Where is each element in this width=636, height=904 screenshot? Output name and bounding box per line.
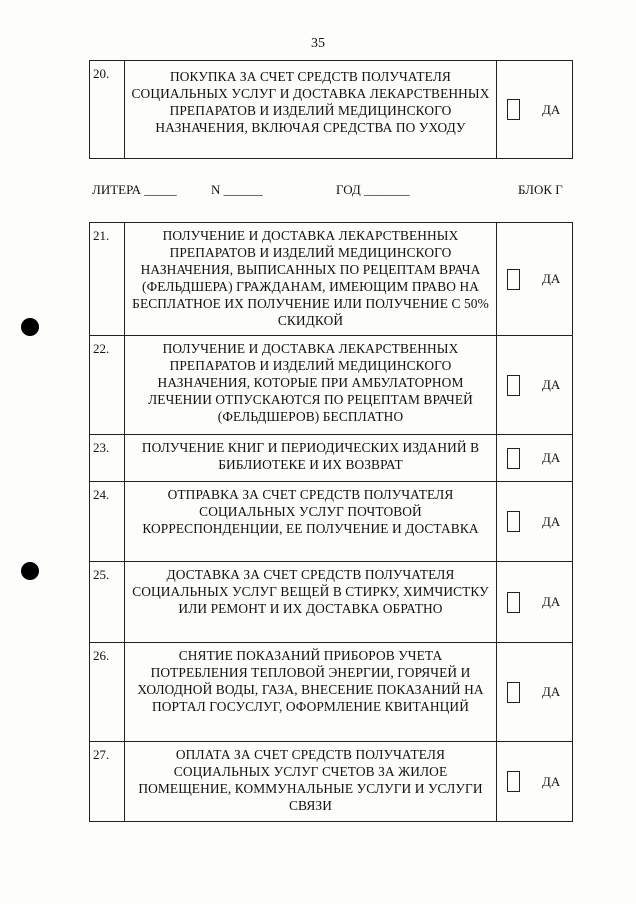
option-label: ДА: [542, 594, 561, 609]
option-cell: [497, 482, 573, 562]
option-cell: [497, 742, 573, 822]
item-number: 24.: [90, 482, 125, 562]
checkbox[interactable]: [507, 511, 520, 532]
checkbox[interactable]: [507, 771, 520, 792]
option-group[interactable]: [497, 682, 572, 703]
option-cell: [497, 336, 573, 435]
item-description: СНЯТИЕ ПОКАЗАНИЙ ПРИБОРОВ УЧЕТА ПОТРЕБЛЕНИЯ ТЕПЛОВОЙ ЭНЕРГИИ, ГОРЯЧЕЙ И ХОЛОДНОЙ ВОДЫ, ГАЗА, ВНЕСЕНИЕ ПОКАЗАНИЙ НА ПОРТАЛ ГОСУСЛУГ, ОФОРМЛЕНИЕ КВИТАНЦИЙ: [125, 643, 497, 742]
item-description: ПОЛУЧЕНИЕ И ДОСТАВКА ЛЕКАРСТВЕННЫХ ПРЕПАРАТОВ И ИЗДЕЛИЙ МЕДИЦИНСКОГО НАЗНАЧЕНИЯ, ВЫПИСАННЫХ ПО РЕЦЕПТАМ ВРАЧА (ФЕЛЬДШЕРА) ГРАЖДАНАМ, ИМЕЮЩИМ ПРАВО НА БЕСПЛАТНОЕ ИХ ПОЛУЧЕНИЕ ИЛИ ПОЛУЧЕНИЕ С 50% СКИДКОЙ: [125, 223, 497, 336]
table-row: [90, 223, 573, 336]
item-number: 25.: [90, 562, 125, 643]
checkbox[interactable]: [507, 682, 520, 703]
option-label: ДА: [542, 271, 561, 286]
option-label: ДА: [542, 773, 561, 789]
item-number: 21.: [90, 223, 125, 336]
item-20-table: [89, 60, 573, 159]
option-label: ДА: [542, 450, 561, 465]
checkbox[interactable]: [507, 448, 520, 469]
year-field[interactable]: ГОД _______: [336, 182, 410, 197]
punch-hole: [21, 562, 39, 580]
checkbox[interactable]: [507, 592, 520, 613]
option-cell: [497, 435, 573, 482]
table-row: [90, 435, 573, 482]
table-row: [90, 562, 573, 643]
item-number: 26.: [90, 643, 125, 742]
item-number: 27.: [90, 742, 125, 822]
item-description: ПОКУПКА ЗА СЧЕТ СРЕДСТВ ПОЛУЧАТЕЛЯ СОЦИАЛЬНЫХ УСЛУГ И ДОСТАВКА ЛЕКАРСТВЕННЫХ ПРЕПАРАТОВ И ИЗДЕЛИЙ МЕДИЦИНСКОГО НАЗНАЧЕНИЯ, ВКЛЮЧАЯ СРЕДСТВА ПО УХОДУ: [125, 61, 497, 159]
option-label: ДА: [542, 684, 561, 699]
option-label: ДА: [542, 513, 561, 529]
option-cell: [497, 223, 573, 336]
table-row: [90, 643, 573, 742]
option-group[interactable]: [497, 269, 572, 290]
option-group[interactable]: [497, 99, 572, 120]
option-group[interactable]: [497, 448, 572, 469]
page-number: 35: [311, 36, 325, 51]
option-group[interactable]: [497, 771, 572, 792]
item-number: 22.: [90, 336, 125, 435]
item-description: ОПЛАТА ЗА СЧЕТ СРЕДСТВ ПОЛУЧАТЕЛЯ СОЦИАЛЬНЫХ УСЛУГ СЧЕТОВ ЗА ЖИЛОЕ ПОМЕЩЕНИЕ, КОММУНАЛЬНЫЕ УСЛУГИ И УСЛУГИ СВЯЗИ: [125, 742, 497, 822]
item-description: ПОЛУЧЕНИЕ КНИГ И ПЕРИОДИЧЕСКИХ ИЗДАНИЙ В БИБЛИОТЕКЕ И ИХ ВОЗВРАТ: [125, 435, 497, 482]
items-table: [89, 222, 573, 822]
option-cell: [497, 643, 573, 742]
option-label: ДА: [542, 377, 561, 392]
item-number: 20.: [90, 61, 125, 159]
item-description: ПОЛУЧЕНИЕ И ДОСТАВКА ЛЕКАРСТВЕННЫХ ПРЕПАРАТОВ И ИЗДЕЛИЙ МЕДИЦИНСКОГО НАЗНАЧЕНИЯ, КОТОРЫЕ ПРИ АМБУЛАТОРНОМ ЛЕЧЕНИИ ОТПУСКАЮТСЯ ПО РЕЦЕПТАМ ВРАЧЕЙ (ФЕЛЬДШЕРОВ) БЕСПЛАТНО: [125, 336, 497, 435]
block-label: БЛОК Г: [518, 182, 563, 197]
option-cell: [497, 562, 573, 643]
option-cell: [497, 61, 573, 159]
litera-field[interactable]: ЛИТЕРА _____: [92, 182, 177, 197]
checkbox[interactable]: [507, 99, 520, 120]
option-group[interactable]: [497, 592, 572, 613]
punch-hole: [21, 318, 39, 336]
table-row: [90, 742, 573, 822]
option-label: ДА: [542, 101, 561, 117]
option-group[interactable]: [497, 375, 572, 396]
table-row: [90, 61, 573, 159]
form-header-line: [92, 182, 572, 200]
option-group[interactable]: [497, 511, 572, 532]
table-row: [90, 482, 573, 562]
checkbox[interactable]: [507, 269, 520, 290]
item-description: ДОСТАВКА ЗА СЧЕТ СРЕДСТВ ПОЛУЧАТЕЛЯ СОЦИАЛЬНЫХ УСЛУГ ВЕЩЕЙ В СТИРКУ, ХИМЧИСТКУ ИЛИ РЕМОНТ И ИХ ДОСТАВКА ОБРАТНО: [125, 562, 497, 643]
number-field[interactable]: N ______: [211, 182, 263, 197]
table-row: [90, 336, 573, 435]
item-number: 23.: [90, 435, 125, 482]
checkbox[interactable]: [507, 375, 520, 396]
item-description: ОТПРАВКА ЗА СЧЕТ СРЕДСТВ ПОЛУЧАТЕЛЯ СОЦИАЛЬНЫХ УСЛУГ ПОЧТОВОЙ КОРРЕСПОНДЕНЦИИ, ЕЕ ПОЛУЧЕНИЕ И ДОСТАВКА: [125, 482, 497, 562]
